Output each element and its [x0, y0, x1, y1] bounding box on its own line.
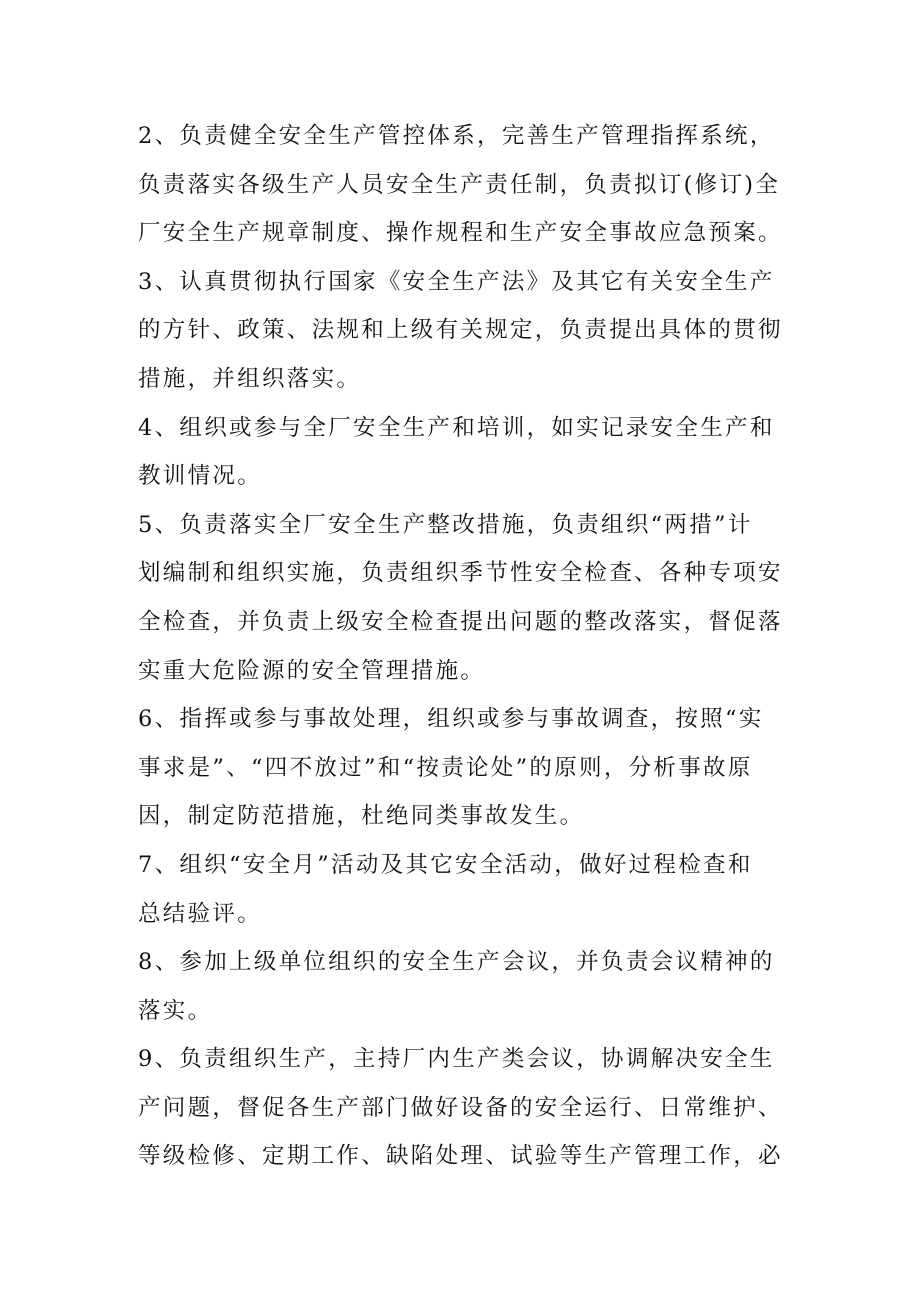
- text-line: 产问题，督促各生产部门做好设备的安全运行、日常维护、: [138, 1094, 783, 1121]
- text-line: 7、组织“安全月”活动及其它安全活动，做好过程检查和: [138, 851, 753, 878]
- text-line: 3、认真贯彻执行国家《安全生产法》及其它有关安全生产: [138, 268, 775, 295]
- text-line: 2、负责健全安全生产管控体系，完善生产管理指挥系统，: [138, 123, 775, 149]
- text-line: 厂安全生产规章制度、操作规程和生产安全事故应急预案。: [138, 220, 783, 247]
- responsibility-item-9: [138, 1035, 798, 1181]
- text-line: 的方针、政策、法规和上级有关规定，负责提出具体的贯彻: [138, 317, 783, 344]
- text-line: 措施，并组织落实。: [138, 365, 362, 392]
- text-line: 8、参加上级单位组织的安全生产会议，并负责会议精神的: [138, 949, 775, 976]
- text-line: 等级检修、定期工作、缺陷处理、试验等生产管理工作，必: [138, 1143, 783, 1170]
- text-line: 全检查，并负责上级安全检查提出问题的整改落实，督促落: [138, 608, 783, 635]
- responsibility-item-2: [138, 112, 798, 258]
- text-line: 负责落实各级生产人员安全生产责任制，负责拟订(修订)全: [138, 171, 781, 198]
- text-line: 9、负责组织生产，主持厂内生产类会议，协调解决安全生: [138, 1046, 775, 1073]
- text-line: 实重大危险源的安全管理措施。: [138, 657, 486, 684]
- responsibility-item-3: [138, 258, 798, 404]
- text-line: 6、指挥或参与事故处理，组织或参与事故调查，按照“实: [138, 706, 764, 733]
- responsibility-item-4: [138, 404, 798, 501]
- text-line: 事求是”、“四不放过”和“按责论处”的原则，分析事故原: [138, 754, 753, 781]
- text-line: 教训情况。: [138, 463, 263, 490]
- text-line: 落实。: [138, 997, 213, 1024]
- responsibility-item-6: [138, 695, 798, 841]
- document-body: [138, 112, 798, 1181]
- responsibility-item-7: [138, 841, 798, 938]
- text-line: 因，制定防范措施，杜绝同类事故发生。: [138, 803, 585, 830]
- text-line: 划编制和组织实施，负责组织季节性安全检查、各种专项安: [138, 560, 783, 587]
- text-line: 总结验评。: [138, 900, 263, 927]
- text-line: 5、负责落实全厂安全生产整改措施，负责组织“两措”计: [138, 511, 753, 538]
- responsibility-item-5: [138, 501, 798, 695]
- responsibility-item-8: [138, 938, 798, 1035]
- text-line: 4、组织或参与全厂安全生产和培训，如实记录安全生产和: [138, 414, 775, 441]
